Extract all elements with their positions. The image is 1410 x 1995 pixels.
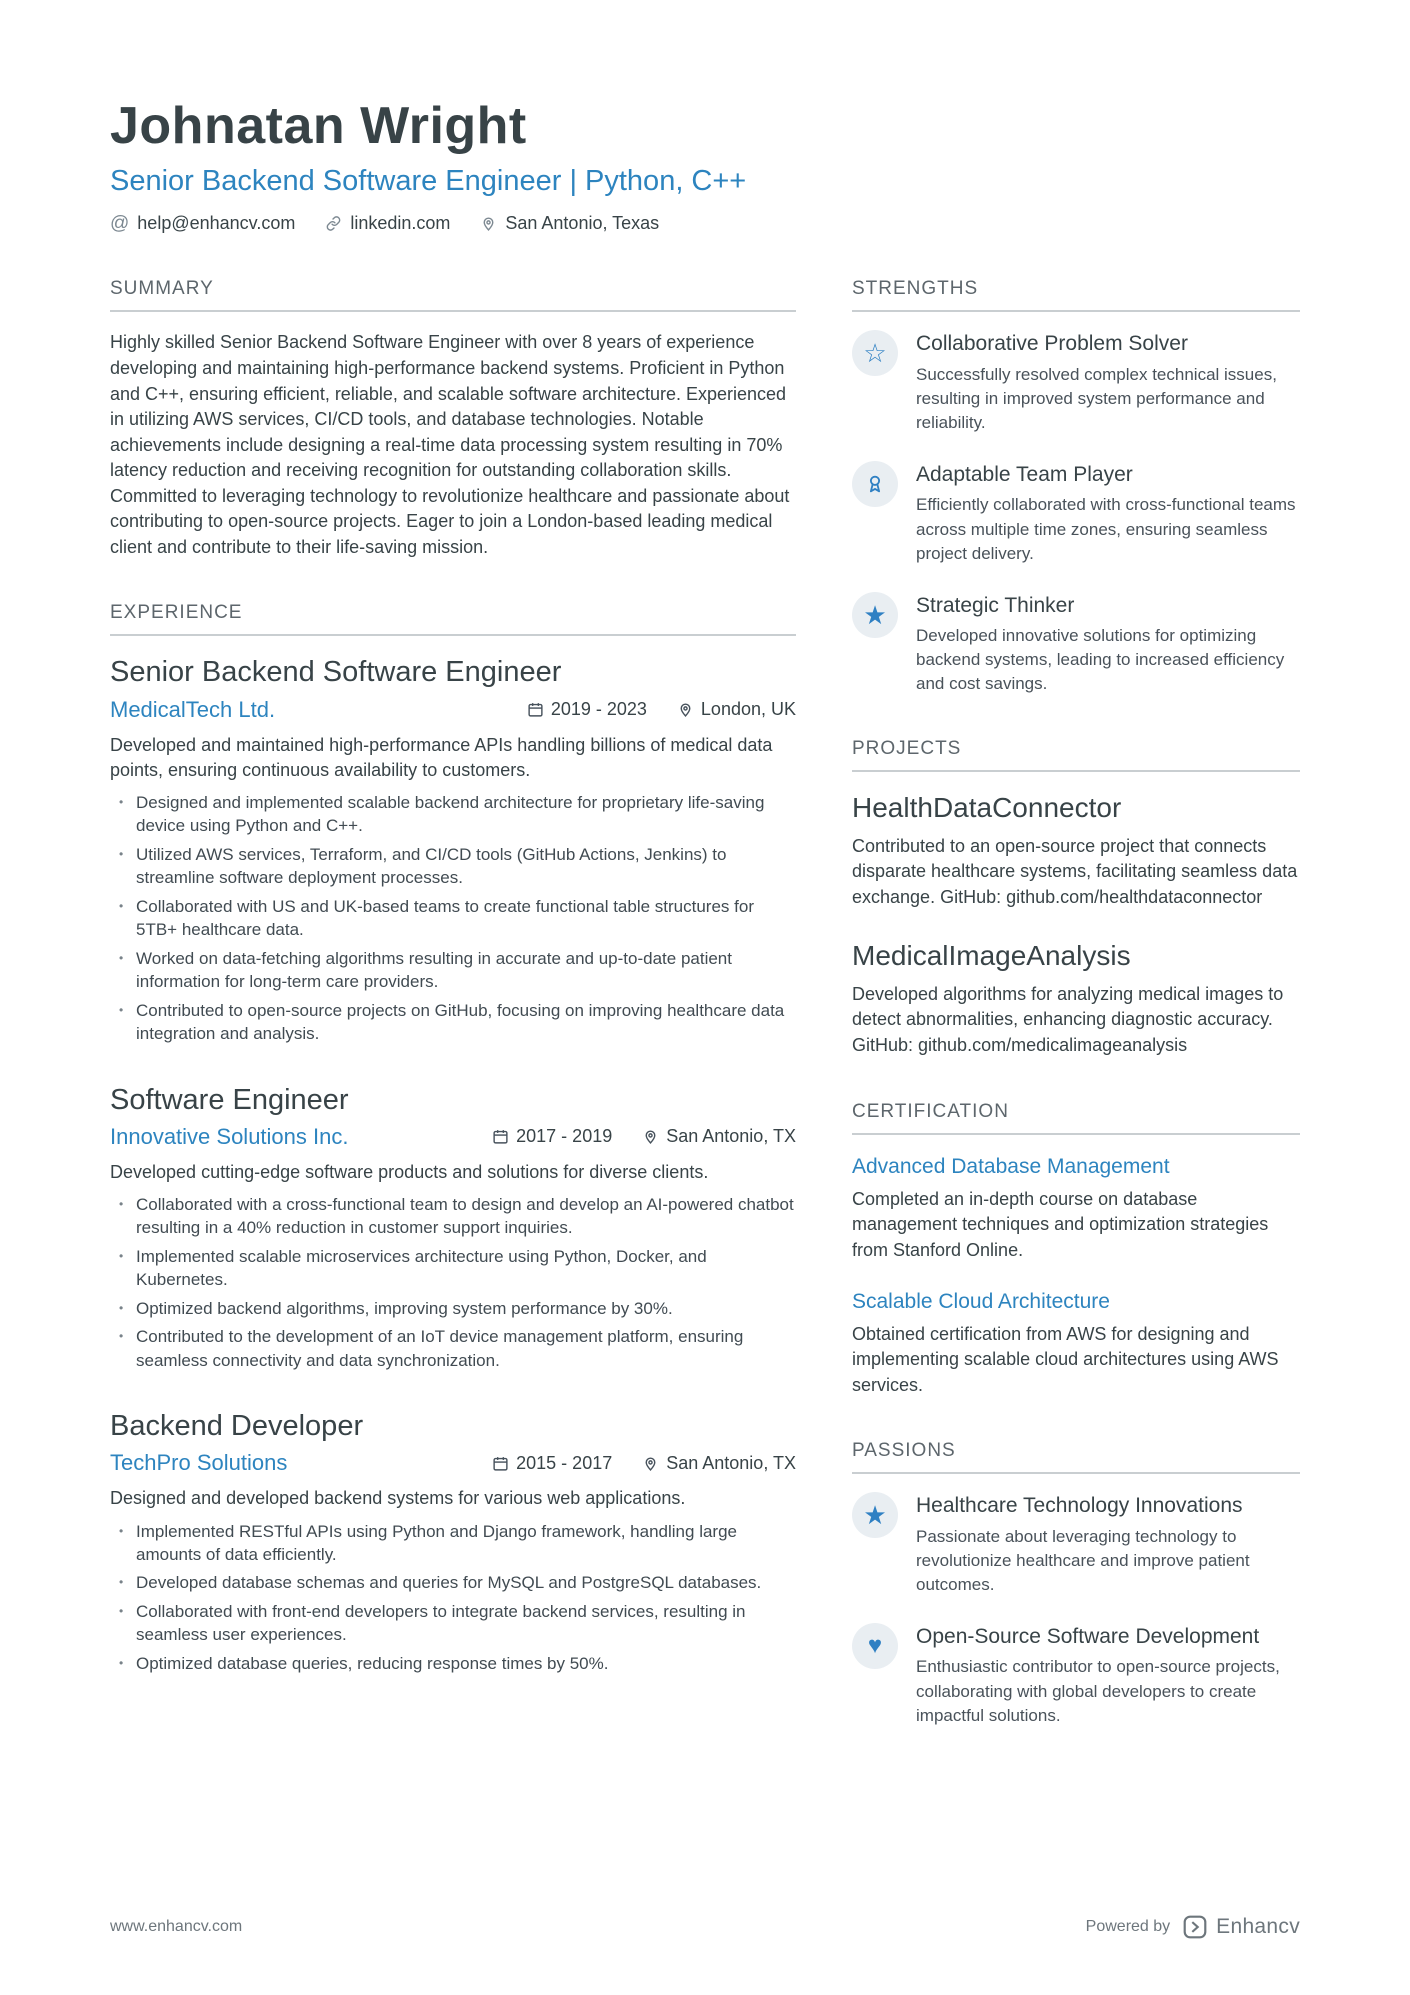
job-dates <box>527 699 647 720</box>
strength-body <box>916 592 1300 697</box>
job-meta <box>492 1126 796 1147</box>
footer-website-link[interactable]: www.enhancv.com <box>110 1918 243 1935</box>
passions-heading: PASSIONS <box>852 1440 1300 1474</box>
passion-text: Enthusiastic contributor to open-source projects, collaborating with global developers to create impactful solutions. <box>916 1657 1280 1725</box>
contact-linkedin[interactable] <box>325 213 450 234</box>
strength-item <box>852 461 1300 566</box>
job-location-text: San Antonio, TX <box>666 1452 796 1473</box>
strength-text: Successfully resolved complex technical issues, resulting in improved system performance and reliability. <box>916 364 1277 432</box>
certification-title: Advanced Database Management <box>852 1154 1170 1178</box>
passions-section <box>852 1440 1300 1727</box>
left-column <box>110 278 796 1769</box>
experience-heading: EXPERIENCE <box>110 602 796 636</box>
experience-section <box>110 602 796 1675</box>
job-bullet: • Contributed to open-source projects on GitHub, focusing on improving healthcare data integration and analysis. <box>110 999 796 1046</box>
medal-icon <box>852 461 898 507</box>
job-dates-text: 2019 - 2023 <box>550 699 647 720</box>
enhancv-logo-icon <box>1182 1914 1208 1940</box>
certification-heading: CERTIFICATION <box>852 1101 1300 1135</box>
project-item <box>852 790 1300 910</box>
job-subrow <box>110 697 796 723</box>
summary-section <box>110 278 796 560</box>
contact-row <box>110 213 1300 234</box>
powered-by-label: Powered by <box>1085 1918 1171 1935</box>
job-description: Developed cutting-edge software products and solutions for diverse clients. <box>110 1161 709 1182</box>
job-dates-text: 2017 - 2019 <box>516 1126 613 1147</box>
job-subrow <box>110 1450 796 1476</box>
job-bullet: • Collaborated with a cross-functional team to design and develop an AI-powered chatbot resulting in a 40% reduction in customer support inquiries. <box>110 1193 796 1240</box>
passion-title: Open-Source Software Development <box>916 1625 1260 1649</box>
passion-text: Passionate about leveraging technology to revolutionize healthcare and improve patient outcomes. <box>916 1526 1250 1595</box>
job-entry <box>110 1082 796 1373</box>
job-bullet: • Contributed to the development of an IoT device management platform, ensuring seamless connectivity and data synchronization. <box>110 1325 796 1372</box>
job-dates-text: 2015 - 2017 <box>516 1452 613 1473</box>
project-item <box>852 938 1300 1058</box>
email-icon: @ <box>110 213 130 235</box>
job-description: Developed and maintained high-performance APIs handling billions of medical data points, ensuring continuous availability to customers. <box>110 734 773 780</box>
projects-section <box>852 738 1300 1058</box>
passion-title: Healthcare Technology Innovations <box>916 1494 1243 1518</box>
job-bullet: • Collaborated with US and UK-based teams to create functional table structures for 5TB+ healthcare data. <box>110 895 796 942</box>
job-location <box>642 1453 796 1474</box>
job-bullet-list <box>110 1193 796 1372</box>
strength-title: Collaborative Problem Solver <box>916 332 1188 356</box>
location-pin-icon <box>480 215 497 232</box>
job-location-text: London, UK <box>700 699 796 720</box>
certification-text: Obtained certification from AWS for designing and implementing scalable cloud architectures using AWS services. <box>852 1323 1279 1395</box>
project-title: MedicalImageAnalysis <box>852 940 1131 972</box>
right-column <box>852 278 1300 1769</box>
link-icon <box>325 215 342 232</box>
passion-body <box>916 1623 1300 1728</box>
star-outline-icon: ☆ <box>852 330 898 376</box>
strengths-heading: STRENGTHS <box>852 278 1300 312</box>
job-company: TechPro Solutions <box>110 1450 288 1476</box>
powered-by-group <box>1086 1914 1300 1940</box>
job-dates <box>492 1126 612 1147</box>
star-icon: ★ <box>852 592 898 638</box>
project-text: Developed algorithms for analyzing medical images to detect abnormalities, enhancing diagnostic accuracy. GitHub: github.com/medicalimageanalysis <box>852 983 1284 1055</box>
job-meta <box>527 699 796 720</box>
job-bullet: • Collaborated with front-end developers to integrate backend services, resulting in seamless user experiences. <box>110 1600 796 1647</box>
certification-text: Completed an in-depth course on database management techniques and optimization strategies from Stanford Online. <box>852 1188 1269 1260</box>
strength-text: Efficiently collaborated with cross-functional teams across multiple time zones, ensuring seamless project delivery. <box>916 495 1296 563</box>
job-entry <box>110 654 796 1045</box>
contact-linkedin-text: linkedin.com <box>350 213 451 234</box>
job-bullet: • Optimized backend algorithms, improving system performance by 30%. <box>110 1297 796 1320</box>
strength-body <box>916 461 1300 566</box>
resume-columns <box>110 278 1300 1769</box>
strength-item <box>852 592 1300 697</box>
job-bullet: • Developed database schemas and queries for MySQL and PostgreSQL databases. <box>110 1571 796 1594</box>
calendar-icon <box>527 701 544 718</box>
strength-title: Strategic Thinker <box>916 593 1075 617</box>
projects-heading: PROJECTS <box>852 738 1300 772</box>
job-subrow <box>110 1124 796 1150</box>
job-entry <box>110 1408 796 1675</box>
job-dates <box>492 1453 612 1474</box>
person-job-title: Senior Backend Software Engineer | Python, C++ <box>110 165 747 198</box>
location-pin-icon <box>642 1128 659 1145</box>
calendar-icon <box>492 1128 509 1145</box>
job-location-text: San Antonio, TX <box>666 1126 796 1147</box>
strengths-section <box>852 278 1300 696</box>
job-meta <box>492 1453 796 1474</box>
project-text: Contributed to an open-source project that connects disparate healthcare systems, facilitating seamless data exchange. GitHub: github.com/healthdataconnector <box>852 835 1298 907</box>
calendar-icon <box>492 1455 509 1472</box>
job-title: Senior Backend Software Engineer <box>110 656 562 689</box>
job-bullet: • Worked on data-fetching algorithms resulting in accurate and up-to-date patient information for long-term care providers. <box>110 947 796 994</box>
contact-email-text: help@enhancv.com <box>137 213 296 234</box>
strength-text: Developed innovative solutions for optimizing backend systems, leading to increased efficiency and cost savings. <box>916 626 1285 694</box>
contact-email[interactable] <box>110 213 295 234</box>
enhancv-brand-text: Enhancv <box>1216 1915 1300 1938</box>
resume-header <box>110 98 1300 234</box>
certification-item <box>852 1153 1300 1264</box>
strength-item <box>852 330 1300 435</box>
location-pin-icon <box>677 701 694 718</box>
job-bullet: • Implemented RESTful APIs using Python and Django framework, handling large amounts of data efficiently. <box>110 1520 796 1567</box>
job-description: Designed and developed backend systems for various web applications. <box>110 1488 686 1509</box>
job-location <box>642 1126 796 1147</box>
strength-body <box>916 330 1300 435</box>
person-name: Johnatan Wright <box>110 97 527 155</box>
job-bullet: • Implemented scalable microservices architecture using Python, Docker, and Kubernetes. <box>110 1245 796 1292</box>
job-title: Backend Developer <box>110 1410 364 1443</box>
summary-heading: SUMMARY <box>110 278 796 312</box>
project-title: HealthDataConnector <box>852 792 1122 824</box>
passion-item <box>852 1623 1300 1728</box>
contact-location <box>480 213 659 234</box>
job-bullet: • Utilized AWS services, Terraform, and CI/CD tools (GitHub Actions, Jenkins) to streamline software deployment processes. <box>110 843 796 890</box>
certification-item <box>852 1288 1300 1399</box>
location-pin-icon <box>642 1455 659 1472</box>
strength-title: Adaptable Team Player <box>916 463 1133 487</box>
enhancv-logo[interactable] <box>1182 1914 1300 1940</box>
job-bullet: • Designed and implemented scalable backend architecture for proprietary life-saving device using Python and C++. <box>110 791 796 838</box>
certification-section <box>852 1101 1300 1399</box>
summary-text: Highly skilled Senior Backend Software Engineer with over 8 years of experience developing and maintaining high-performance backend systems. Proficient in Python and C++, ensuring efficient, reliable, and scalable software architecture. Experienced in utilizing AWS services, CI/CD tools, and database technologies. Notable achievements include designing a real-time data processing system resulting in 70% latency reduction and receiving recognition for outstanding collaboration skills. Committed to leveraging technology to revolutionize healthcare and passionate about contributing to open-source projects. Eager to join a London-based leading medical client and contribute to their life-saving mission. <box>110 332 790 557</box>
passion-item <box>852 1492 1300 1597</box>
page-footer <box>110 1914 1300 1940</box>
job-company: Innovative Solutions Inc. <box>110 1123 349 1149</box>
job-title: Software Engineer <box>110 1083 349 1116</box>
certification-title: Scalable Cloud Architecture <box>852 1289 1110 1313</box>
star-icon: ★ <box>852 1492 898 1538</box>
passion-body <box>916 1492 1300 1597</box>
job-bullet-list <box>110 791 796 1046</box>
job-bullet-list <box>110 1520 796 1676</box>
job-location <box>677 699 796 720</box>
heart-icon: ♥ <box>852 1623 898 1669</box>
contact-location-text: San Antonio, Texas <box>505 213 660 234</box>
job-company: MedicalTech Ltd. <box>110 696 276 722</box>
job-bullet: • Optimized database queries, reducing response times by 50%. <box>110 1652 796 1675</box>
